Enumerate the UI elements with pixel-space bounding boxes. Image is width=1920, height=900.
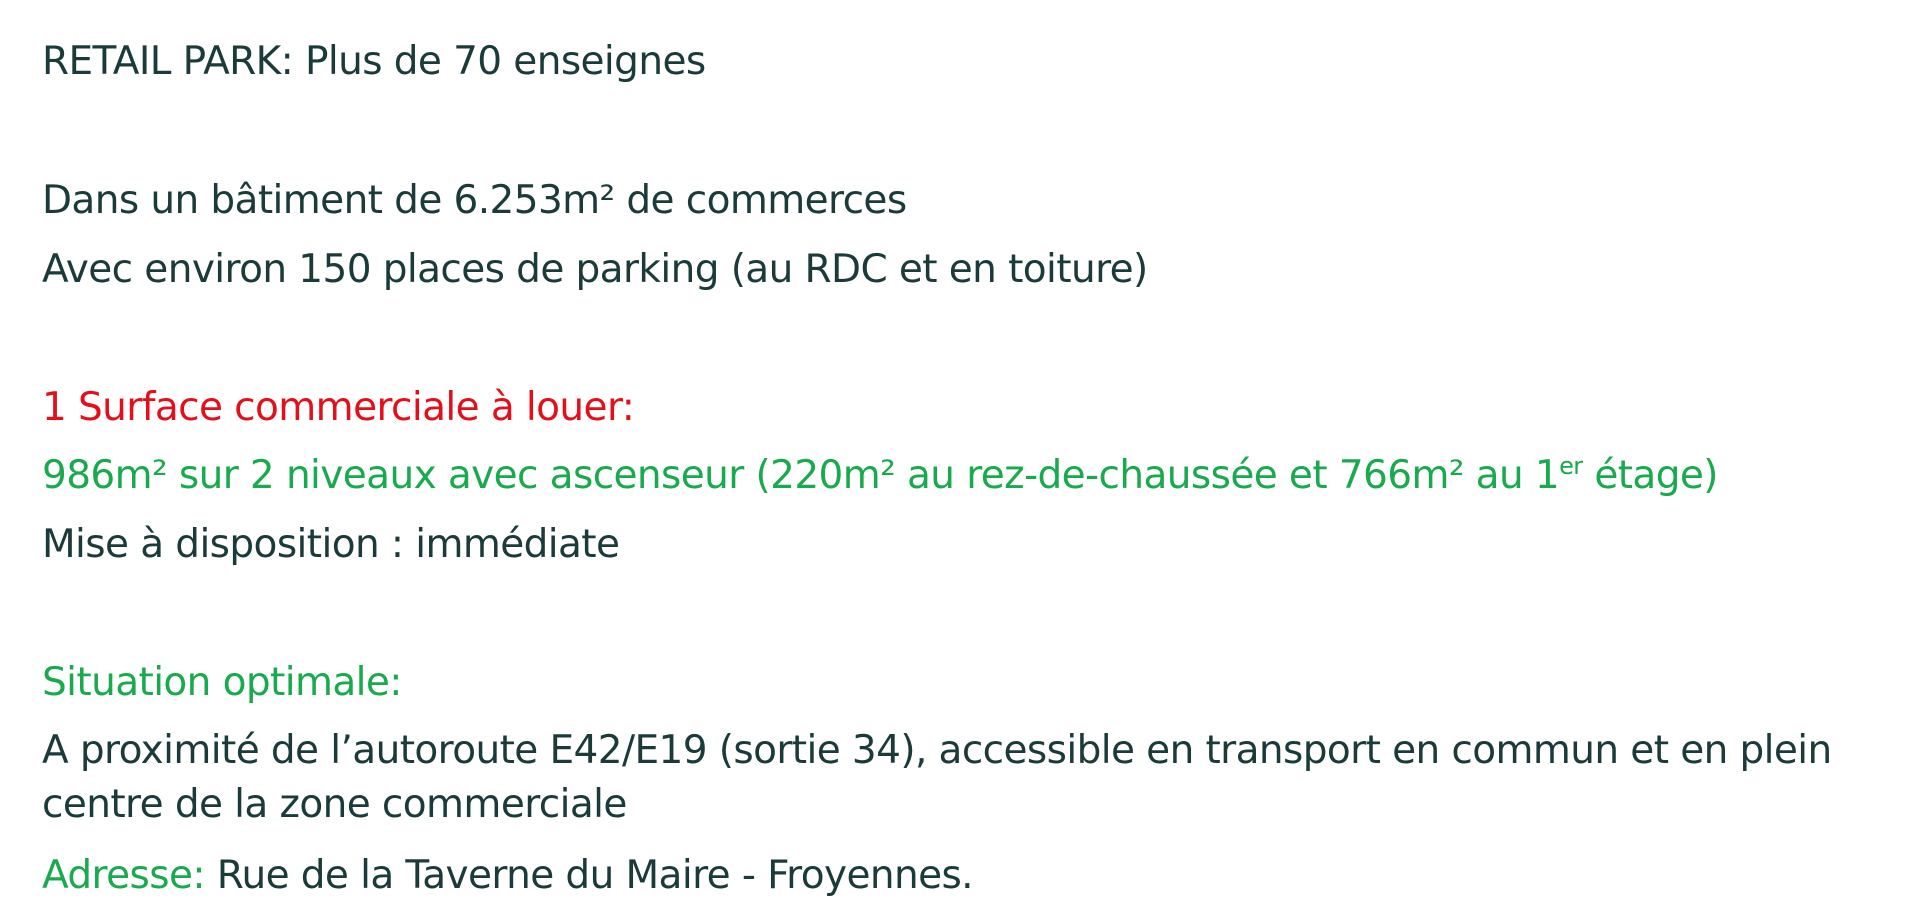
offer-title: 1 Surface commerciale à louer:: [42, 385, 635, 430]
offer-detail-ordinal: er: [1559, 452, 1583, 480]
parking-line: Avec environ 150 places de parking (au RDC et en toiture): [42, 247, 1148, 292]
offer-detail-end: étage): [1582, 453, 1718, 498]
offer-detail-main: 986m² sur 2 niveaux avec ascenseur (220m² au rez-de-chaussée et 766m² au 1: [42, 453, 1560, 498]
offer-detail: [42, 452, 1718, 500]
location-title: Situation optimale:: [42, 660, 402, 705]
address-label: Adresse:: [42, 853, 205, 898]
address-value: Rue de la Taverne du Maire - Froyennes.: [204, 853, 973, 898]
availability-line: Mise à disposition : immédiate: [42, 522, 620, 567]
page-heading: RETAIL PARK: Plus de 70 enseignes: [42, 39, 706, 84]
document-body: [42, 0, 1902, 900]
building-size-line: Dans un bâtiment de 6.253m² de commerces: [42, 178, 907, 223]
address-line: [42, 852, 973, 900]
location-description: A proximité de l’autoroute E42/E19 (sortie 34), accessible en transport en commun et en plein centre de la zone commerciale: [42, 728, 1832, 827]
